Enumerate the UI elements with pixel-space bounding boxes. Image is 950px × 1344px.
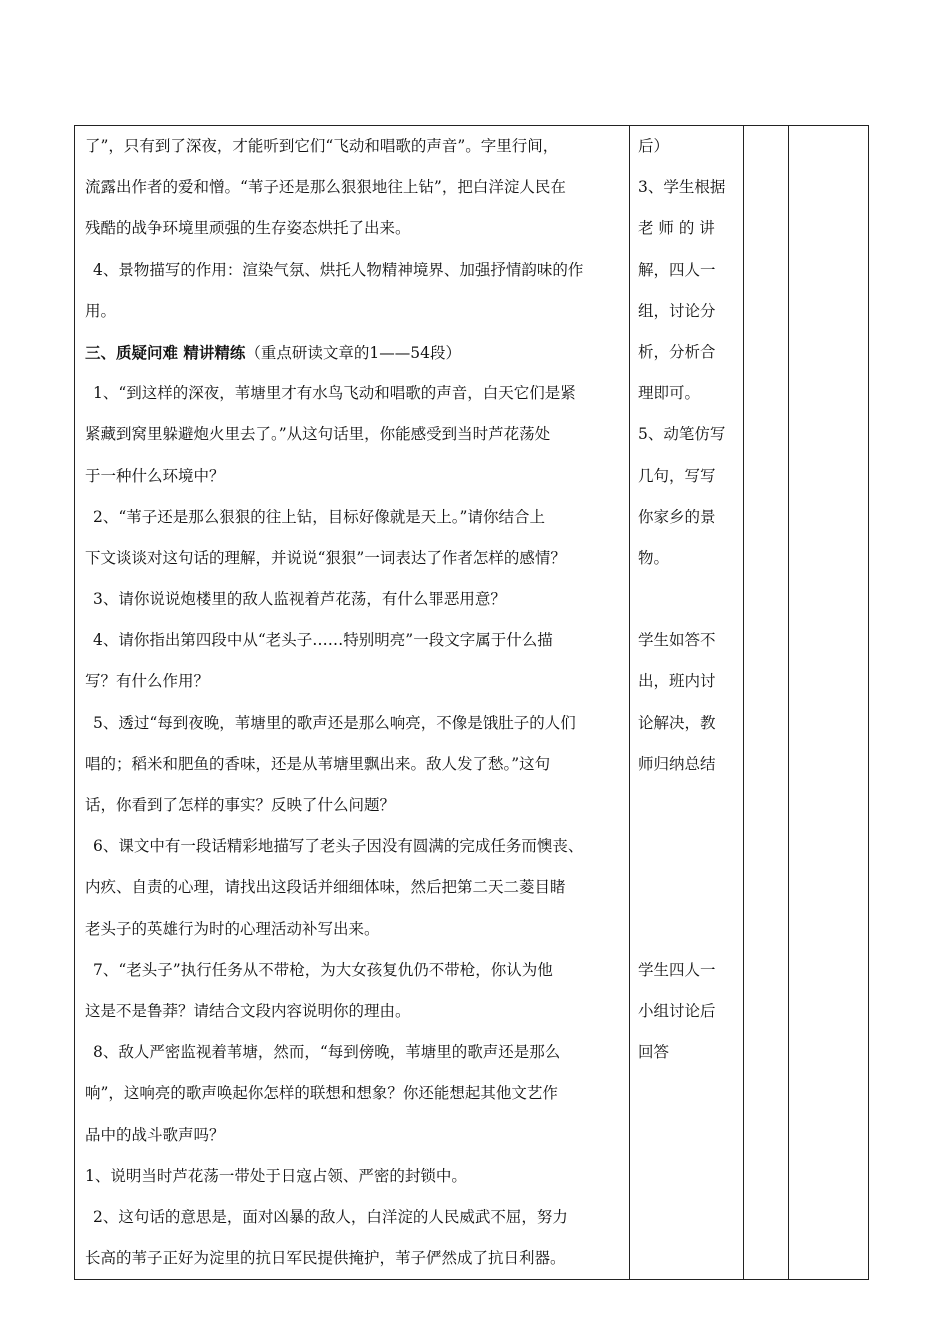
lesson-plan-table <box>74 125 869 1280</box>
text-line: 残酷的战争环境里顽强的生存姿态烘托了出来。 <box>85 219 411 238</box>
side-line: 小组讨论后 <box>638 1001 716 1020</box>
text-line: 2、这句话的意思是，面对凶暴的敌人，白洋淀的人民威武不屈，努力 <box>93 1207 568 1226</box>
text-line: 5、透过“每到夜晚，苇塘里的歌声还是那么响亮，不像是饿肚子的人们 <box>93 713 576 732</box>
text-line: 于一种什么环境中？ <box>85 466 225 485</box>
spacer <box>638 785 737 826</box>
text-line: 话，你看到了怎样的事实？反映了什么问题？ <box>85 796 396 814</box>
text-line: 紧藏到窝里躲避炮火里去了。”从这句话里，你能感受到当时芦花荡处 <box>85 425 551 444</box>
text-line: 1、“到这样的深夜，苇塘里才有水鸟飞动和唱歌的声音，白天它们是紧 <box>93 384 576 403</box>
text-line: 长高的苇子正好为淀里的抗日军民提供掩护，苇子俨然成了抗日利器。 <box>85 1249 566 1268</box>
text-line: 响”，这响亮的歌声唤起你怎样的联想和想象？你还能想起其他文艺作 <box>85 1084 558 1103</box>
section-heading: 三、质疑问难 精讲精练 <box>85 342 246 362</box>
text-line: 4、景物描写的作用：渲染气氛、烘托人物精神境界、加强抒情韵味的作 <box>93 260 584 279</box>
text-line: 唱的；稻米和肥鱼的香味，还是从苇塘里飘出来。敌人发了愁。”这句 <box>85 754 551 773</box>
text-line: 写？有什么作用？ <box>85 672 210 691</box>
text-line: 7、“老头子”执行任务从不带枪，为大女孩复仇仍不带枪，你认为他 <box>93 960 553 979</box>
section-heading-line <box>85 332 621 373</box>
table-row <box>75 126 869 1280</box>
text-line: 6、课文中有一段话精彩地描写了老头子因没有圆满的完成任务而懊丧、 <box>93 837 584 856</box>
text-line: 4、请你指出第四段中从“老头子……特别明亮”一段文字属于什么描 <box>93 631 553 650</box>
text-line: 2、“苇子还是那么狠狠的往上钻，目标好像就是天上。”请你结合上 <box>93 507 545 526</box>
empty-cell <box>744 126 789 1280</box>
side-line: 学生如答不 <box>638 631 716 650</box>
side-line: 出，班内讨 <box>638 672 716 691</box>
text-line: 内疚、自责的心理，请找出这段话并细细体味，然后把第二天二菱目睹 <box>85 878 566 897</box>
text-line: 用。 <box>85 301 117 320</box>
text-line: 3、请你说说炮楼里的敌人监视着芦花荡，有什么罪恶用意？ <box>93 590 506 609</box>
spacer <box>638 909 737 950</box>
side-line: 3、学生根据 <box>638 178 726 197</box>
section-note: （重点研读文章的1——54段） <box>245 343 461 362</box>
side-line: 5、动笔仿写 <box>638 425 726 444</box>
spacer <box>638 579 737 620</box>
side-line: 师归纳总结 <box>638 754 716 773</box>
side-line: 几句，写写 <box>638 466 716 485</box>
side-line: 解，四人一 <box>638 260 716 279</box>
teaching-content-cell <box>75 126 630 1280</box>
text-line: 这是不是鲁莽？请结合文段内容说明你的理由。 <box>85 1001 411 1020</box>
text-line: 老头子的英雄行为时的心理活动补写出来。 <box>85 919 380 938</box>
side-line: 物。 <box>638 548 670 567</box>
text-line: 了”，只有到了深夜，才能听到它们“飞动和唱歌的声音”。字里行间， <box>85 137 559 155</box>
side-line: 组，讨论分 <box>638 301 716 320</box>
side-line: 回答 <box>638 1043 670 1062</box>
text-line: 8、敌人严密监视着苇塘，然而，“每到傍晚，苇塘里的歌声还是那么 <box>93 1043 561 1062</box>
text-line: 1、说明当时芦花荡一带处于日寇占领、严密的封锁中。 <box>85 1166 467 1185</box>
side-line: 析，分析合 <box>638 342 716 361</box>
spacer <box>638 826 737 867</box>
side-line: 你家乡的景 <box>638 507 716 526</box>
side-line: 学生四人一 <box>638 960 716 979</box>
side-line: 论解决，教 <box>638 713 716 732</box>
side-line: 理即可。 <box>638 384 701 403</box>
empty-cell <box>789 126 869 1280</box>
text-line: 品中的战斗歌声吗？ <box>85 1125 225 1144</box>
side-line: 老 师 的 讲 <box>638 219 715 238</box>
side-line: 后） <box>638 137 670 155</box>
spacer <box>638 867 737 908</box>
student-activity-cell <box>630 126 744 1280</box>
text-line: 流露出作者的爱和憎。“苇子还是那么狠狠地往上钻”，把白洋淀人民在 <box>85 178 566 197</box>
text-line: 下文谈谈对这句话的理解，并说说“狠狠”一词表达了作者怎样的感情？ <box>85 548 566 567</box>
